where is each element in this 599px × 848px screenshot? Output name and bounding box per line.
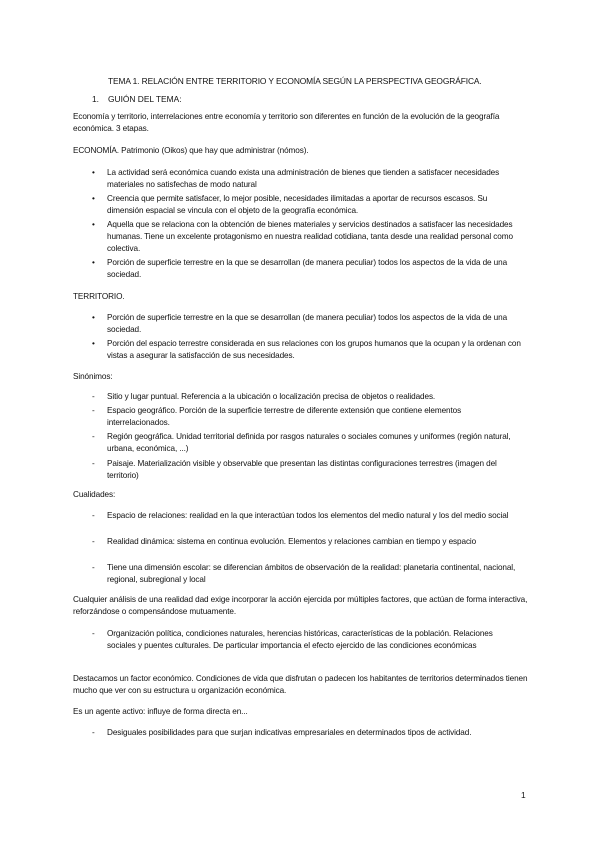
list-item	[92, 628, 522, 652]
list-item	[92, 510, 522, 522]
cualidades-heading: Cualidades:	[73, 490, 116, 499]
list-item-text: Porción del espacio terrestre considerada en sus relaciones con los grupos humanos que la ocupan y la ordenan con vistas a asegurar la satisfacción de sus necesidades.	[107, 339, 521, 360]
list-item-text: Espacio geográfico. Porción de la superficie terrestre de diferente extensión que contiene elementos interrelacionados.	[107, 406, 462, 427]
agente-heading: Es un agente activo: influye de forma directa en...	[73, 707, 248, 716]
list-item	[92, 219, 522, 254]
intro-paragraph: Economía y territorio, interrelaciones entre economía y territorio son diferentes en función de la evolución de la geografía económica. 3 etapas.	[73, 112, 500, 133]
territorio-heading: TERRITORIO.	[73, 292, 125, 301]
dash-marker: -	[92, 459, 95, 468]
list-item-text: Región geográfica. Unidad territorial definida por rasgos naturales o sociales comunes y uniformes (región natural, urbana, económica, ...)	[107, 432, 511, 453]
list-item	[92, 458, 522, 482]
dash-marker: -	[92, 563, 95, 572]
list-item	[92, 312, 522, 336]
bullet-marker: •	[92, 339, 95, 348]
bullet-marker: •	[92, 194, 95, 203]
economia-heading: ECONOMÍA. Patrimonio (Oikos) que hay que administrar (nómos).	[73, 146, 309, 155]
list-item-text: Sitio y lugar puntual. Referencia a la ubicación o localización precisa de objetos o realidades.	[107, 392, 436, 401]
bullet-marker: •	[92, 220, 95, 229]
list-item-text: Creencia que permite satisfacer, lo mejor posible, necesidades ilimitadas a aportar de recursos escasos. Su dimensión espacial se vincula con el objeto de la geografía económica.	[107, 194, 488, 215]
list-item-text: Realidad dinámica: sistema en continua evolución. Elementos y relaciones cambian en tiempo y espacio	[107, 537, 477, 546]
list-item	[92, 536, 522, 548]
analisis-paragraph: Cualquier análisis de una realidad dad exige incorporar la acción ejercida por múltiples factores, que actúan de forma interactiva, reforzándose o compensándose mutuamente.	[73, 595, 528, 616]
list-item-text: Organización política, condiciones naturales, herencias históricas, características de la población. Relaciones sociales y puentes culturales. De particular importancia el efecto ejercido de las condiciones económicas	[107, 629, 493, 650]
dash-marker: -	[92, 511, 95, 520]
list-item	[92, 391, 522, 403]
list-item	[92, 338, 522, 362]
list-item	[92, 405, 522, 429]
dash-marker: -	[92, 537, 95, 546]
sinonimos-heading: Sinónimos:	[73, 372, 113, 381]
list-item	[92, 431, 522, 455]
dash-marker: -	[92, 728, 95, 737]
section-number: 1.	[92, 94, 99, 104]
dash-marker: -	[92, 432, 95, 441]
destacamos-paragraph: Destacamos un factor económico. Condiciones de vida que disfrutan o padecen los habitantes de territorios determinados tienen mucho que ver con su estructura u organización económica.	[73, 674, 528, 695]
list-item	[92, 562, 522, 586]
bullet-marker: •	[92, 313, 95, 322]
list-item-text: Paisaje. Materialización visible y observable que presentan las distintas configuraciones terrestres (imagen del territorio)	[107, 459, 497, 480]
bullet-marker: •	[92, 258, 95, 267]
list-item-text: Porción de superficie terrestre en la que se desarrollan (de manera peculiar) todos los aspectos de la vida de una sociedad.	[107, 313, 508, 334]
dash-marker: -	[92, 406, 95, 415]
list-item-text: Porción de superficie terrestre en la que se desarrollan (de manera peculiar) todos los aspectos de la vida de una sociedad.	[107, 258, 508, 279]
list-item	[92, 257, 522, 281]
dash-marker: -	[92, 629, 95, 638]
list-item-text: La actividad será económica cuando exista una administración de bienes que tienden a satisfacer necesidades materiales no satisfechas de modo natural	[107, 168, 500, 189]
document-title: TEMA 1. RELACIÓN ENTRE TERRITORIO Y ECONOMÍA SEGÚN LA PERSPECTIVA GEOGRÁFICA.	[108, 76, 482, 86]
list-item-text: Espacio de relaciones: realidad en la que interactúan todos los elementos del medio natural y los del medio social	[107, 511, 509, 520]
dash-marker: -	[92, 392, 95, 401]
list-item	[92, 727, 522, 739]
page-number: 1	[521, 790, 526, 800]
bullet-marker: •	[92, 168, 95, 177]
list-item	[92, 193, 522, 217]
section-heading	[92, 94, 182, 104]
list-item-text: Tiene una dimensión escolar: se diferencian ámbitos de observación de la realidad: planetaria continental, nacional, regional, subregional y local	[107, 563, 516, 584]
list-item	[92, 167, 522, 191]
section-label: GUIÓN DEL TEMA:	[108, 94, 182, 104]
list-item-text: Aquella que se relaciona con la obtención de bienes materiales y servicios destinados a satisfacer las necesidades humanas. Tiene un excelente protagonismo en nuestra realidad cotidiana, tanta desde una realidad personal como colectiva.	[107, 220, 513, 253]
list-item-text: Desiguales posibilidades para que surjan indicativas empresariales en determinados tipos de actividad.	[107, 728, 472, 737]
